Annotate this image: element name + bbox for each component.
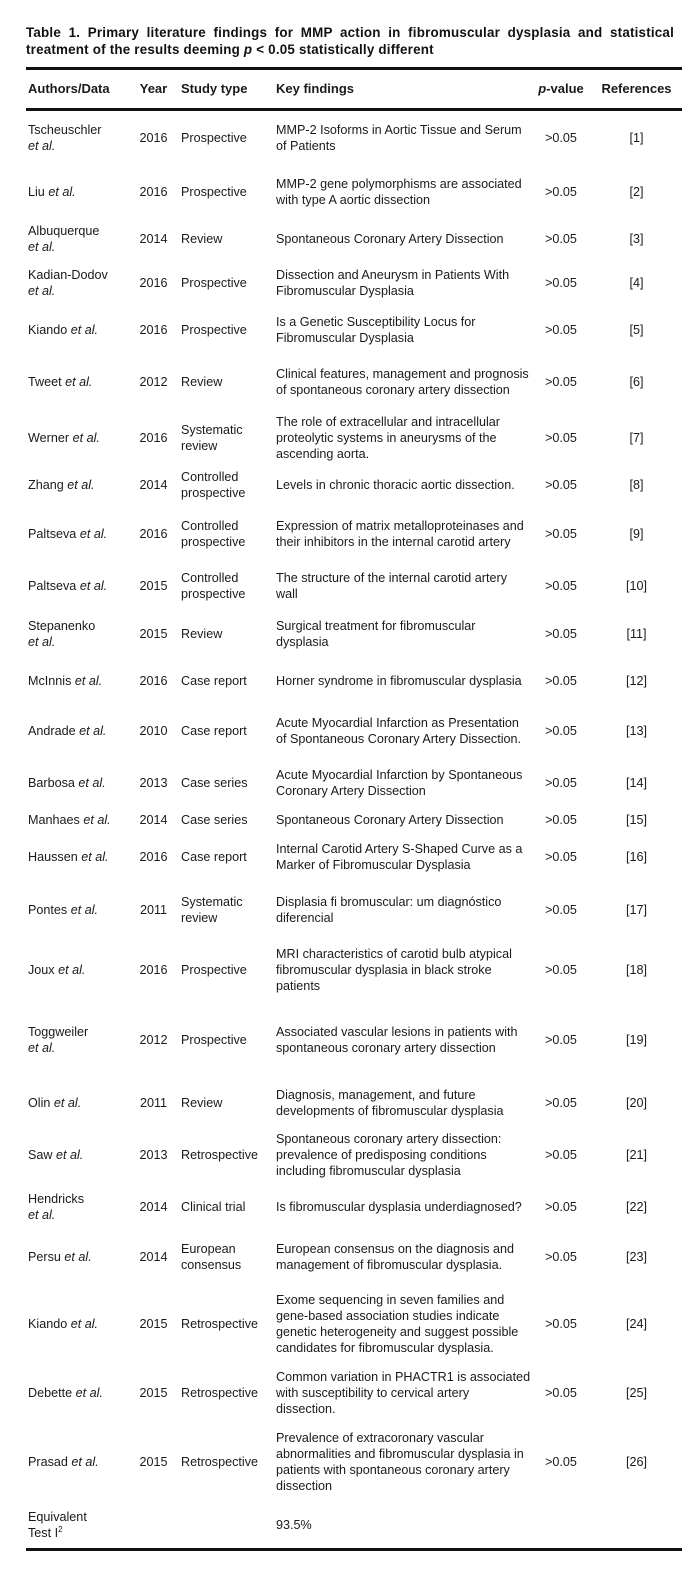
author-etal: et al. xyxy=(74,673,103,688)
cell-key-finding: Internal Carotid Artery S-Shaped Curve as a Marker of Fibromuscular Dysplasia xyxy=(276,841,523,872)
table-row xyxy=(26,1080,682,1126)
author-etal: et al. xyxy=(28,1207,56,1222)
cell-author xyxy=(26,834,132,880)
cell-key-finding: MMP-2 Isoforms in Aortic Tissue and Serum of Patients xyxy=(276,123,522,154)
cell-p-value: >0.05 xyxy=(545,374,577,389)
cell-study-type: Retrospective xyxy=(181,1454,258,1469)
table-row xyxy=(26,1230,682,1284)
author-etal: et al. xyxy=(78,775,106,790)
table-row xyxy=(26,1284,682,1364)
cell-key-finding: Spontaneous Coronary Artery Dissection xyxy=(276,812,504,827)
cell-year: 2011 xyxy=(139,1095,168,1110)
cell-p-value: >0.05 xyxy=(545,526,577,541)
cell-year: 2010 xyxy=(139,723,168,738)
equivalent-test-label: Equivalent Test $I^2$ xyxy=(26,1502,132,1550)
table-row xyxy=(26,1422,682,1502)
author-name: Barbosa xyxy=(28,775,75,790)
cell-author xyxy=(26,760,132,806)
equivalent-test-value: 93.5% xyxy=(276,1502,531,1550)
cell-p-value: >0.05 xyxy=(545,184,577,199)
table-row xyxy=(26,834,682,880)
cell-year: 2015 xyxy=(139,1385,168,1400)
cell-author xyxy=(26,354,132,410)
cell-year: 2014 xyxy=(139,1199,168,1214)
table-row xyxy=(26,660,682,702)
cell-reference: [16] xyxy=(625,849,647,864)
author-etal: et al. xyxy=(71,1454,99,1469)
cell-key-finding: European consensus on the diagnosis and management of fibromuscular dysplasia. xyxy=(276,1241,515,1272)
author-etal: et al. xyxy=(70,322,99,337)
table-row xyxy=(26,218,682,260)
cell-year: 2015 xyxy=(139,578,168,593)
cell-year: 2016 xyxy=(139,322,168,337)
cell-author xyxy=(26,218,132,260)
cell-key-finding: The role of extracellular and intracellular proteolytic systems in aneurysms of the ascending aorta. xyxy=(276,414,501,461)
cell-study-type: Prospective xyxy=(181,322,247,337)
author-name: Haussen xyxy=(28,849,78,864)
cell-reference: [14] xyxy=(625,775,647,790)
cell-year: 2016 xyxy=(139,526,168,541)
cell-year: 2016 xyxy=(139,131,168,146)
cell-p-value: >0.05 xyxy=(545,626,577,641)
author-name: Albuquerque xyxy=(28,223,100,238)
author-etal: et al. xyxy=(56,1147,84,1162)
author-name: Persu xyxy=(28,1249,61,1264)
cell-reference: [1] xyxy=(629,131,644,146)
cell-key-finding: Clinical features, management and prognosis of spontaneous coronary artery dissection xyxy=(276,366,529,397)
cell-p-value: >0.05 xyxy=(545,812,577,827)
cell-reference: [4] xyxy=(629,275,644,290)
cell-reference: [11] xyxy=(626,626,647,641)
cell-p-value: >0.05 xyxy=(545,1316,577,1331)
cell-study-type: Case report xyxy=(181,849,247,864)
author-name: Kiando xyxy=(28,1316,68,1331)
table-row xyxy=(26,1000,682,1080)
cell-p-value: >0.05 xyxy=(545,322,577,337)
cell-author xyxy=(26,702,132,760)
header-p-value: p-value xyxy=(531,69,591,110)
cell-reference: [3] xyxy=(629,231,644,246)
cell-reference: [18] xyxy=(625,962,647,977)
cell-author xyxy=(26,1230,132,1284)
author-etal: et al. xyxy=(70,1316,99,1331)
cell-author xyxy=(26,504,132,564)
table-header xyxy=(26,69,682,110)
cell-study-type: Review xyxy=(181,374,223,389)
cell-year: 2014 xyxy=(139,1249,168,1264)
cell-reference: [24] xyxy=(625,1316,647,1331)
literature-table xyxy=(26,67,682,1551)
cell-key-finding: Dissection and Aneurysm in Patients With Fibromuscular Dysplasia xyxy=(276,267,510,298)
cell-reference: [20] xyxy=(625,1095,647,1110)
cell-year: 2011 xyxy=(139,902,168,917)
cell-author xyxy=(26,1184,132,1230)
header-study-type: Study type xyxy=(175,69,276,110)
author-name: Kadian-Dodov xyxy=(28,267,108,282)
author-etal: et al. xyxy=(65,374,93,389)
cell-author xyxy=(26,564,132,608)
author-name: Saw xyxy=(28,1147,53,1162)
table-row xyxy=(26,110,682,166)
cell-p-value: >0.05 xyxy=(545,962,577,977)
author-etal: et al. xyxy=(58,962,86,977)
cell-key-finding: Horner syndrome in fibromuscular dysplasia xyxy=(276,673,522,688)
author-name: Werner xyxy=(28,430,70,445)
cell-key-finding: Expression of matrix metalloproteinases and their inhibitors in the internal carotid artery xyxy=(276,518,524,549)
cell-key-finding: Spontaneous coronary artery dissection: prevalence of predisposing conditions including fibromuscular dysplasia xyxy=(276,1131,502,1178)
cell-p-value: >0.05 xyxy=(545,477,577,492)
cell-study-type: Retrospective xyxy=(181,1385,258,1400)
cell-p-value: >0.05 xyxy=(545,723,577,738)
author-name: Zhang xyxy=(28,477,64,492)
cell-key-finding: Displasia fi bromuscular: um diagnóstico diferencial xyxy=(276,894,502,925)
cell-key-finding: MRI characteristics of carotid bulb atypical fibromuscular dysplasia in black stroke patients xyxy=(276,946,512,993)
author-etal: et al. xyxy=(28,1040,56,1055)
cell-key-finding: Spontaneous Coronary Artery Dissection xyxy=(276,231,504,246)
cell-author xyxy=(26,1080,132,1126)
cell-author xyxy=(26,466,132,504)
cell-reference: [23] xyxy=(625,1249,647,1264)
cell-key-finding: Common variation in PHACTR1 is associated with susceptibility to cervical artery dissection. xyxy=(276,1369,531,1416)
author-name: Prasad xyxy=(28,1454,68,1469)
author-name: Tscheuschler xyxy=(28,123,102,138)
cell-p-value: >0.05 xyxy=(545,673,577,688)
cell-p-value: >0.05 xyxy=(545,131,577,146)
cell-key-finding: The structure of the internal carotid artery wall xyxy=(276,570,507,601)
cell-study-type: Retrospective xyxy=(181,1147,258,1162)
header-key-findings: Key findings xyxy=(276,69,531,110)
cell-year: 2016 xyxy=(139,849,168,864)
cell-author xyxy=(26,260,132,306)
table-row xyxy=(26,940,682,1000)
author-name: Tweet xyxy=(28,374,62,389)
author-etal: et al. xyxy=(64,1249,92,1264)
cell-p-value: >0.05 xyxy=(545,231,577,246)
cell-p-value: >0.05 xyxy=(545,430,577,445)
cell-year: 2014 xyxy=(139,477,168,492)
author-etal: et al. xyxy=(79,723,107,738)
cell-year: 2012 xyxy=(139,374,168,389)
cell-year: 2013 xyxy=(139,1147,168,1162)
author-name: Hendricks xyxy=(28,1191,84,1206)
author-etal: et al. xyxy=(75,1385,103,1400)
table-row xyxy=(26,410,682,466)
author-etal: et al. xyxy=(48,184,76,199)
cell-p-value: >0.05 xyxy=(545,275,577,290)
cell-author xyxy=(26,806,132,834)
author-name: Olin xyxy=(28,1095,51,1110)
cell-reference: [22] xyxy=(625,1199,647,1214)
cell-study-type: European consensus xyxy=(181,1241,242,1272)
cell-reference: [12] xyxy=(625,673,647,688)
cell-study-type: Prospective xyxy=(181,1032,247,1047)
author-etal: et al. xyxy=(28,283,56,298)
table-row xyxy=(26,1364,682,1422)
author-etal: et al. xyxy=(67,477,95,492)
table-row xyxy=(26,504,682,564)
author-name: Pontes xyxy=(28,902,68,917)
author-name: Paltseva xyxy=(28,578,77,593)
table-row xyxy=(26,760,682,806)
cell-reference: [10] xyxy=(625,578,647,593)
cell-study-type: Review xyxy=(181,231,223,246)
table-row xyxy=(26,1184,682,1230)
cell-study-type: Systematic review xyxy=(181,422,243,453)
cell-author xyxy=(26,410,132,466)
author-name: Andrade xyxy=(28,723,76,738)
cell-year: 2014 xyxy=(139,231,168,246)
cell-year: 2014 xyxy=(139,812,168,827)
cell-key-finding: Exome sequencing in seven families and gene-based association studies indicate genetic heterogeneity and suggest possible candidates for fibromuscular dysplasia. xyxy=(276,1292,519,1355)
cell-reference: [5] xyxy=(629,322,644,337)
cell-year: 2016 xyxy=(139,430,168,445)
author-etal: et al. xyxy=(81,849,109,864)
table-caption: Table 1. Primary literature findings for MMP action in fibromuscular dysplasia and statistical treatment of the results deeming p < 0.05 statistically different xyxy=(26,25,674,57)
author-name: Debette xyxy=(28,1385,73,1400)
cell-p-value: >0.05 xyxy=(545,775,577,790)
author-etal: et al. xyxy=(53,1095,82,1110)
cell-author xyxy=(26,1364,132,1422)
header-references: References xyxy=(591,69,682,110)
cell-reference: [26] xyxy=(625,1454,647,1469)
cell-reference: [13] xyxy=(625,723,647,738)
cell-study-type: Prospective xyxy=(181,962,247,977)
equivalent-test-row xyxy=(26,1502,682,1550)
cell-p-value: >0.05 xyxy=(545,1385,577,1400)
cell-key-finding: Is a Genetic Susceptibility Locus for Fibromuscular Dysplasia xyxy=(276,314,476,345)
cell-reference: [2] xyxy=(629,184,644,199)
cell-year: 2015 xyxy=(139,1316,168,1331)
cell-key-finding: MMP-2 gene polymorphisms are associated with type A aortic dissection xyxy=(276,176,522,207)
author-name: Kiando xyxy=(28,322,68,337)
author-etal: et al. xyxy=(28,139,56,154)
cell-study-type: Review xyxy=(181,626,223,641)
cell-reference: [17] xyxy=(625,902,647,917)
author-name: Manhaes xyxy=(28,812,80,827)
author-etal: et al. xyxy=(72,430,100,445)
cell-author xyxy=(26,110,132,166)
cell-key-finding: Acute Myocardial Infarction by Spontaneous Coronary Artery Dissection xyxy=(276,767,523,798)
cell-study-type: Case report xyxy=(181,723,247,738)
author-etal: et al. xyxy=(83,812,111,827)
cell-study-type: Prospective xyxy=(181,275,247,290)
cell-year: 2016 xyxy=(139,275,168,290)
cell-key-finding: Acute Myocardial Infarction as Presentation of Spontaneous Coronary Artery Dissection. xyxy=(276,715,522,746)
cell-author xyxy=(26,1284,132,1364)
cell-p-value: >0.05 xyxy=(545,902,577,917)
cell-study-type: Controlled prospective xyxy=(181,570,246,601)
cell-reference: [25] xyxy=(625,1385,647,1400)
table-row xyxy=(26,306,682,354)
cell-p-value: >0.05 xyxy=(545,1454,577,1469)
cell-author xyxy=(26,940,132,1000)
cell-study-type: Review xyxy=(181,1095,223,1110)
table-row xyxy=(26,880,682,940)
cell-author xyxy=(26,1126,132,1184)
cell-study-type: Prospective xyxy=(181,184,247,199)
table-row xyxy=(26,166,682,218)
cell-reference: [19] xyxy=(625,1032,647,1047)
cell-study-type: Case report xyxy=(181,673,247,688)
header-authors: Authors/Data xyxy=(26,69,132,110)
cell-p-value: >0.05 xyxy=(545,1249,577,1264)
table-row xyxy=(26,1126,682,1184)
author-etal: et al. xyxy=(79,526,108,541)
cell-reference: [6] xyxy=(629,374,644,389)
table-body xyxy=(26,110,682,1550)
cell-study-type: Systematic review xyxy=(181,894,243,925)
cell-p-value: >0.05 xyxy=(545,1199,577,1214)
cell-p-value: >0.05 xyxy=(545,578,577,593)
cell-reference: [9] xyxy=(629,526,644,541)
cell-author xyxy=(26,166,132,218)
table-row xyxy=(26,354,682,410)
table-row xyxy=(26,466,682,504)
table-row xyxy=(26,608,682,660)
author-name: Toggweiler xyxy=(28,1024,89,1039)
cell-year: 2016 xyxy=(139,673,168,688)
cell-reference: [15] xyxy=(625,812,647,827)
author-etal: et al. xyxy=(28,634,56,649)
cell-author xyxy=(26,306,132,354)
cell-study-type: Prospective xyxy=(181,131,247,146)
cell-year: 2015 xyxy=(139,626,168,641)
author-etal: et al. xyxy=(79,578,108,593)
author-name: Paltseva xyxy=(28,526,77,541)
cell-key-finding: Is fibromuscular dysplasia underdiagnosed? xyxy=(276,1199,522,1214)
cell-key-finding: Prevalence of extracoronary vascular abnormalities and fibromuscular dysplasia in patients with spontaneous coronary artery dissection xyxy=(276,1430,524,1493)
cell-author xyxy=(26,660,132,702)
author-name: Joux xyxy=(28,962,55,977)
cell-year: 2016 xyxy=(139,184,168,199)
cell-year: 2016 xyxy=(139,962,168,977)
header-row xyxy=(26,69,682,110)
cell-key-finding: Surgical treatment for fibromuscular dysplasia xyxy=(276,618,476,649)
cell-study-type: Controlled prospective xyxy=(181,518,246,549)
author-etal: et al. xyxy=(70,902,99,917)
cell-reference: [7] xyxy=(629,430,644,445)
author-name: Stepanenko xyxy=(28,618,96,633)
cell-study-type: Retrospective xyxy=(181,1316,258,1331)
author-name: Liu xyxy=(28,184,45,199)
table-row xyxy=(26,806,682,834)
cell-year: 2013 xyxy=(139,775,168,790)
cell-p-value: >0.05 xyxy=(545,1095,577,1110)
cell-year: 2015 xyxy=(139,1454,168,1469)
cell-study-type: Clinical trial xyxy=(181,1199,246,1214)
cell-key-finding: Associated vascular lesions in patients with spontaneous coronary artery dissection xyxy=(276,1024,518,1055)
header-year: Year xyxy=(132,69,175,110)
cell-p-value: >0.05 xyxy=(545,1032,577,1047)
cell-study-type: Case series xyxy=(181,812,248,827)
table-row xyxy=(26,564,682,608)
table-row xyxy=(26,702,682,760)
cell-p-value: >0.05 xyxy=(545,1147,577,1162)
cell-author xyxy=(26,1000,132,1080)
cell-reference: [8] xyxy=(629,477,644,492)
cell-study-type: Controlled prospective xyxy=(181,469,246,500)
cell-key-finding: Diagnosis, management, and future developments of fibromuscular dysplasia xyxy=(276,1087,504,1118)
cell-year: 2012 xyxy=(139,1032,168,1047)
author-etal: et al. xyxy=(28,239,56,254)
cell-author xyxy=(26,608,132,660)
cell-author xyxy=(26,880,132,940)
cell-p-value: >0.05 xyxy=(545,849,577,864)
cell-author xyxy=(26,1422,132,1502)
table-row xyxy=(26,260,682,306)
cell-key-finding: Levels in chronic thoracic aortic dissection. xyxy=(276,477,515,492)
cell-reference: [21] xyxy=(625,1147,647,1162)
author-name: McInnis xyxy=(28,673,72,688)
cell-study-type: Case series xyxy=(181,775,248,790)
